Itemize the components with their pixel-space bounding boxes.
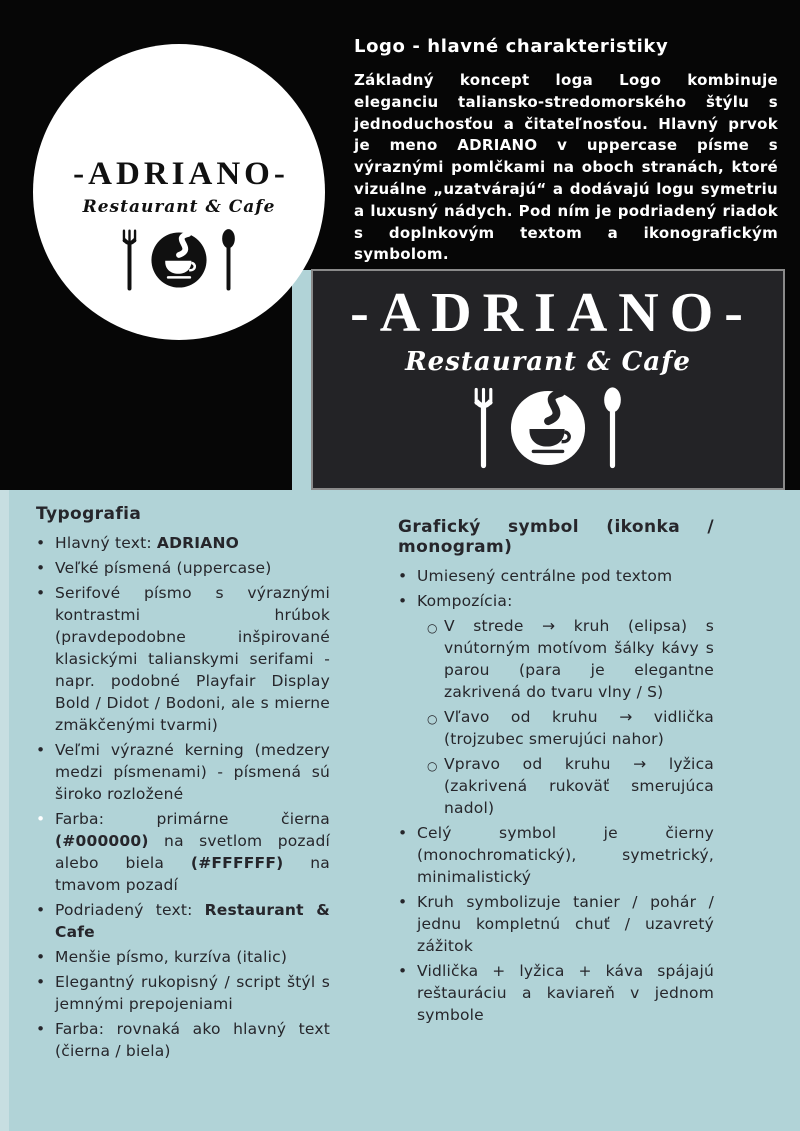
bullet-icon: • [398,592,408,610]
list-item [427,753,714,819]
typography-list [36,532,330,1062]
list-item [36,557,330,579]
list-item [398,960,714,1026]
typography-heading: Typografia [36,504,142,524]
text-segment: Hlavný text: [55,534,157,552]
list-item [36,946,330,968]
symbol-section [398,517,714,1029]
bullet-icon: ○ [427,712,438,726]
text-segment: na svetlom pozadí alebo biela [55,832,330,872]
list-item [36,899,330,943]
text-segment: Kompozícia: [417,592,513,610]
logo-badge-wordmark: -ADRIANO- [73,156,289,192]
text-segment: V strede → kruh (elipsa) s vnútorným motívom šálky kávy s parou (para je elegantne zakrivená do tvaru vlny / S) [444,617,714,701]
list-item-text [55,557,330,579]
list-item [36,808,330,896]
spoon-icon [219,228,238,292]
list-item-text [55,946,330,968]
list-item [36,532,330,554]
list-item [36,739,330,805]
list-item-text [417,565,714,587]
text-segment: Kruh symbolizuje tanier / pohár / jednu kompletnú chuť / uzavretý zážitok [417,893,714,955]
bullet-icon: • [36,901,46,919]
logo-panel-wordmark: -ADRIANO- [350,282,754,344]
list-item [398,891,714,957]
text-segment: Farba: primárne čierna [55,810,330,828]
text-segment: Farba: rovnaká ako hlavný text (čierna / biela) [55,1020,330,1060]
bullet-icon: • [36,973,46,991]
text-segment: Základný koncept loga Logo kombinuje eleganciu taliansko-stredomorského štýlu s jednoduchosťou a čitateľnosťou. Hlavný prvok je meno [354,71,778,155]
list-item-text [55,582,330,736]
logo-panel-icons [313,385,783,471]
bullet-icon: • [398,824,408,842]
emphasized-text: ADRIANO [457,136,538,155]
bullet-icon: • [398,962,408,980]
logo-badge [33,44,325,340]
fork-icon [471,385,496,471]
text-segment: Celý symbol je čierny (monochromatický), symetrický, minimalistický [417,824,714,886]
list-item-text [55,532,330,554]
text-segment: Menšie písmo, kurzíva (italic) [55,948,288,966]
list-item-text [444,706,714,750]
black-right-panel [784,270,800,490]
text-segment: v uppercase písme s výraznými pomlčkami na oboch stranách, ktoré vizuálne „uzatvárajú“ a dodávajú logu symetriu a luxusný nádych. Pod ním je podriadený riadok s doplnkovým textom a ikonografickým symbolom. [354,136,779,264]
list-item [427,706,714,750]
symbol-heading: Grafický symbol (ikonka / monogram) [398,517,714,557]
typography-section [36,504,330,1065]
text-segment: Umiesený centrálne pod textom [417,567,673,585]
list-item-text [417,822,714,888]
text-segment: Vidlička + lyžica + káva spájajú reštauráciu a kaviareň v jednom symbole [417,962,714,1024]
left-edge-strip [0,490,9,1131]
bullet-icon: • [398,567,408,585]
text-segment: Elegantný rukopisný / script štýl s jemnými prepojeniami [55,973,330,1013]
logo-badge-tagline: Restaurant & Cafe [82,197,276,217]
intro-heading: Logo - hlavné charakteristiky [354,36,669,57]
bullet-icon: • [36,534,46,552]
bullet-icon: • [398,893,408,911]
bullet-icon: ○ [427,621,438,635]
intro-paragraph [354,70,778,266]
bullet-icon: • [36,559,46,577]
list-item [398,590,714,612]
text-segment: Veľmi výrazné kerning (medzery medzi písmenami) - písmená sú široko rozložené [55,741,330,803]
text-segment: Vpravo od kruhu → lyžica (zakrivená rukoväť smerujúca nadol) [444,755,714,817]
text-segment: na tmavom pozadí [55,854,330,894]
text-segment: Veľké písmená (uppercase) [55,559,272,577]
bullet-icon: ○ [427,759,438,773]
list-item [36,582,330,736]
list-item [36,1018,330,1062]
emphasized-text: (#000000) [55,832,149,850]
bullet-icon: • [36,948,46,966]
list-item [427,615,714,703]
coffee-cup-icon [509,389,587,467]
list-item-text [55,899,330,943]
fork-icon [120,228,139,292]
text-segment: Serifové písmo s výraznými kontrastmi hrúbok (pravdepodobne inšpirované klasickými talianskymi serifami - napr. podobné Playfair Display Bold / Didot / Bodoni, ale s mierne zmäkčenými tvarmi) [55,584,330,734]
list-item-text [55,971,330,1015]
emphasized-text: Restaurant & Cafe [55,901,330,941]
bullet-icon: • [36,741,46,759]
list-item-text [417,891,714,957]
bullet-icon: • [36,810,46,828]
list-item-text [444,753,714,819]
logo-badge-icons [33,228,325,292]
text-segment: Podriadený text: [55,901,205,919]
logo-panel [311,269,785,490]
list-item-text [444,615,714,703]
logo-panel-tagline: Restaurant & Cafe [405,347,691,377]
bullet-icon: • [36,584,46,602]
coffee-cup-icon [150,231,208,289]
list-item-text [55,808,330,896]
list-item-text [55,739,330,805]
list-item [398,565,714,587]
emphasized-text: (#FFFFFF) [190,854,284,872]
symbol-list [398,565,714,1026]
bullet-icon: • [36,1020,46,1038]
intro-section [354,36,778,266]
list-item-text [417,960,714,1026]
list-item-text [417,590,714,612]
list-item [398,822,714,888]
spoon-icon [600,385,625,471]
emphasized-text: ADRIANO [156,534,240,552]
text-segment: Vľavo od kruhu → vidlička (trojzubec smerujúci nahor) [444,708,714,748]
list-item [36,971,330,1015]
list-item-text [55,1018,330,1062]
